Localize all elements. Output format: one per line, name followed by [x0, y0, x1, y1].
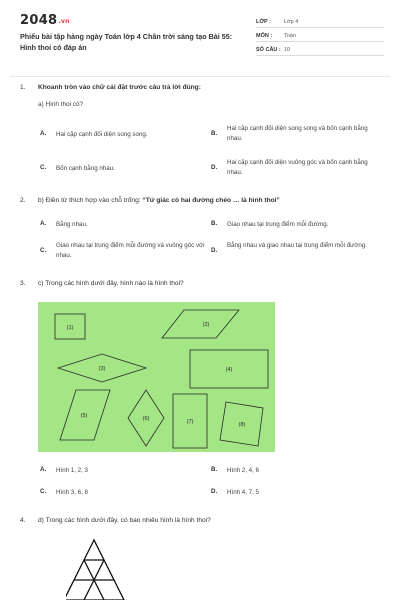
meta-count: [256, 44, 384, 56]
shape-2: [162, 310, 239, 338]
shape-label-7: (7): [186, 419, 194, 425]
option-text: Bốn cạnh bằng nhau.: [56, 165, 115, 172]
worksheet-header: [0, 0, 400, 70]
logo-suffix: .vn: [58, 18, 70, 25]
question-1-sub: a) Hình thoi có?: [38, 101, 84, 108]
option-letter: B.: [211, 220, 218, 227]
option-letter: A.: [40, 466, 47, 473]
shape-label-8: (8): [238, 422, 246, 428]
option-text: Hình 2, 4, 6: [227, 467, 259, 474]
shape-label-5: (5): [80, 413, 88, 419]
meta-subject-value: Toán: [284, 33, 296, 39]
meta-subject-key: MÔN :: [256, 33, 273, 39]
shape-label-3: (3): [98, 366, 106, 372]
question-number: 1.: [20, 84, 26, 91]
meta-grade-key: LỚP :: [256, 19, 271, 25]
question-text: Khoanh tròn vào chữ cái đặt trước câu trả lời đúng:: [38, 84, 201, 91]
option-text: Hình 3, 6, 8: [56, 489, 88, 496]
document-title: Phiếu bài tập hàng ngày Toán lớp 4 Chân trời sáng tạo Bài 55: Hình thoi có đáp án: [20, 32, 233, 52]
option-text: Giao nhau tại trung điểm mỗi đường và vuông góc với nhau.: [56, 242, 205, 259]
option-letter: A.: [40, 130, 47, 137]
option-letter: D.: [211, 164, 218, 171]
triangle-svg: [66, 538, 136, 600]
meta-count-value: 10: [284, 47, 291, 53]
option-letter: D.: [211, 247, 218, 254]
header-divider: [10, 76, 390, 77]
option-letter: C.: [40, 488, 47, 495]
option-text: Bằng nhau.: [56, 221, 88, 228]
meta-subject: [256, 30, 384, 42]
question-number: 4.: [20, 517, 26, 524]
shape-label-6: (6): [142, 416, 150, 422]
option-letter: B.: [211, 130, 218, 137]
shapes-figure: [38, 302, 275, 452]
shape-label-2: (2): [202, 322, 210, 328]
question-text: d) Trong các hình dưới đây, có bao nhiêu hình là hình thoi?: [38, 517, 211, 524]
option-letter: B.: [211, 466, 218, 473]
shape-label-4: (4): [225, 367, 233, 373]
question-number: 2.: [20, 197, 26, 204]
option-text: Hai cặp cạnh đối diện song song.: [56, 131, 148, 138]
meta-grade: [256, 16, 384, 28]
logo-text: 2048: [20, 13, 58, 28]
option-text: Giao nhau tại trung điểm mỗi đường.: [227, 221, 329, 228]
question-number: 3.: [20, 280, 26, 287]
site-logo[interactable]: [20, 13, 70, 28]
option-letter: C.: [40, 164, 47, 171]
option-text: Hình 1, 2, 3: [56, 467, 88, 474]
triangle-figure: [66, 538, 136, 600]
question-text: c) Trong các hình dưới đây, hình nào là hình thoi?: [38, 280, 184, 287]
question-text: [38, 197, 280, 204]
option-text: Hình 4, 7, 5: [227, 489, 259, 496]
outer-triangle: [66, 540, 124, 600]
option-text: Hai cặp cạnh đối diện vuông góc và bốn cạnh bằng nhau.: [227, 159, 368, 176]
question-prefix: b) Điền từ thích hợp vào chỗ trống:: [38, 197, 141, 204]
option-letter: D.: [211, 488, 218, 495]
option-letter: A.: [40, 220, 47, 227]
option-letter: C.: [40, 247, 47, 254]
question-quote: “Tứ giác có hai đường chéo … là hình thoi”: [142, 197, 280, 204]
shape-label-1: (1): [66, 325, 74, 331]
meta-count-key: SỐ CÂU :: [256, 47, 281, 53]
shapes-svg: [38, 302, 275, 452]
option-text: Hai cặp cạnh đối diện song song và bốn cạnh bằng nhau.: [227, 125, 368, 142]
meta-grade-value: Lớp 4: [284, 19, 299, 25]
option-text: Bằng nhau và giao nhau tại trung điểm mỗi đường.: [227, 242, 367, 249]
